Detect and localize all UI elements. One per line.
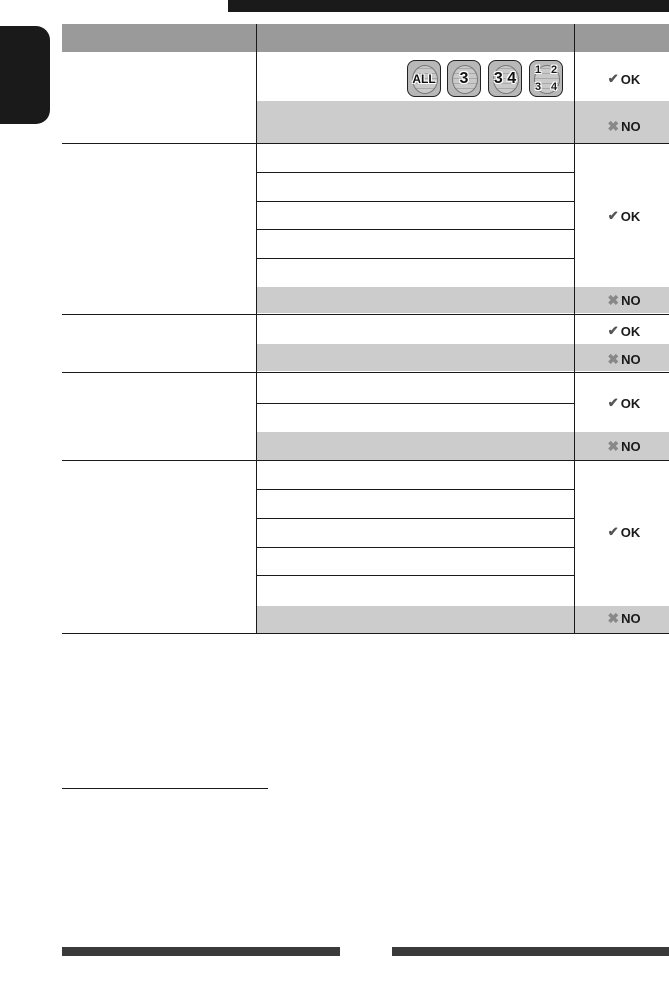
column-divider bbox=[574, 24, 575, 634]
compatibility-table bbox=[62, 24, 669, 634]
top-header-bar bbox=[228, 0, 669, 12]
ok-badge: ✔ OK bbox=[607, 71, 641, 87]
table-cell-divider bbox=[256, 575, 575, 576]
table-cell-divider bbox=[256, 229, 575, 230]
cross-icon: ✖ bbox=[607, 609, 620, 626]
ok-badge: ✔ OK bbox=[607, 208, 641, 224]
table-row-divider bbox=[62, 460, 669, 461]
table-cell-divider bbox=[256, 201, 575, 202]
table-cell-divider bbox=[256, 518, 575, 519]
no-badge: ✖ NO bbox=[607, 609, 641, 626]
column-divider bbox=[256, 24, 257, 634]
table-header-row bbox=[62, 24, 669, 52]
table-row-divider bbox=[62, 633, 669, 634]
cross-icon: ✖ bbox=[607, 291, 620, 308]
footnote-rule bbox=[62, 788, 268, 789]
table-cell-divider bbox=[256, 172, 575, 173]
no-badge: ✖ NO bbox=[607, 291, 641, 308]
region-3-4-icon: 3 4 bbox=[488, 60, 522, 97]
bottom-bar-left bbox=[62, 947, 340, 956]
table-cell-divider bbox=[256, 489, 575, 490]
table-row-divider bbox=[62, 314, 669, 315]
no-badge: ✖ NO bbox=[607, 117, 641, 134]
table-row-divider bbox=[62, 143, 669, 144]
check-icon: ✔ bbox=[607, 71, 619, 86]
table-row-divider bbox=[62, 372, 669, 373]
check-icon: ✔ bbox=[607, 208, 619, 223]
check-icon: ✔ bbox=[607, 395, 619, 410]
cross-icon: ✖ bbox=[607, 437, 620, 454]
cross-icon: ✖ bbox=[607, 350, 620, 367]
table-cell-divider bbox=[256, 403, 575, 404]
bottom-bar-right bbox=[392, 947, 669, 956]
no-badge: ✖ NO bbox=[607, 437, 641, 454]
check-icon: ✔ bbox=[607, 323, 619, 338]
region-3-icon: 3 bbox=[447, 60, 481, 97]
cross-icon: ✖ bbox=[607, 117, 620, 134]
region-all-icon: ALL bbox=[407, 60, 441, 97]
check-icon: ✔ bbox=[607, 524, 619, 539]
no-badge: ✖ NO bbox=[607, 350, 641, 367]
ok-badge: ✔ OK bbox=[607, 524, 641, 540]
table-cell-divider bbox=[256, 258, 575, 259]
table-cell-divider bbox=[256, 547, 575, 548]
ok-badge: ✔ OK bbox=[607, 395, 641, 411]
language-side-tab bbox=[0, 26, 50, 124]
ok-badge: ✔ OK bbox=[607, 323, 641, 339]
region-1-2-3-4-icon: 1 2 3 4 bbox=[529, 60, 563, 97]
